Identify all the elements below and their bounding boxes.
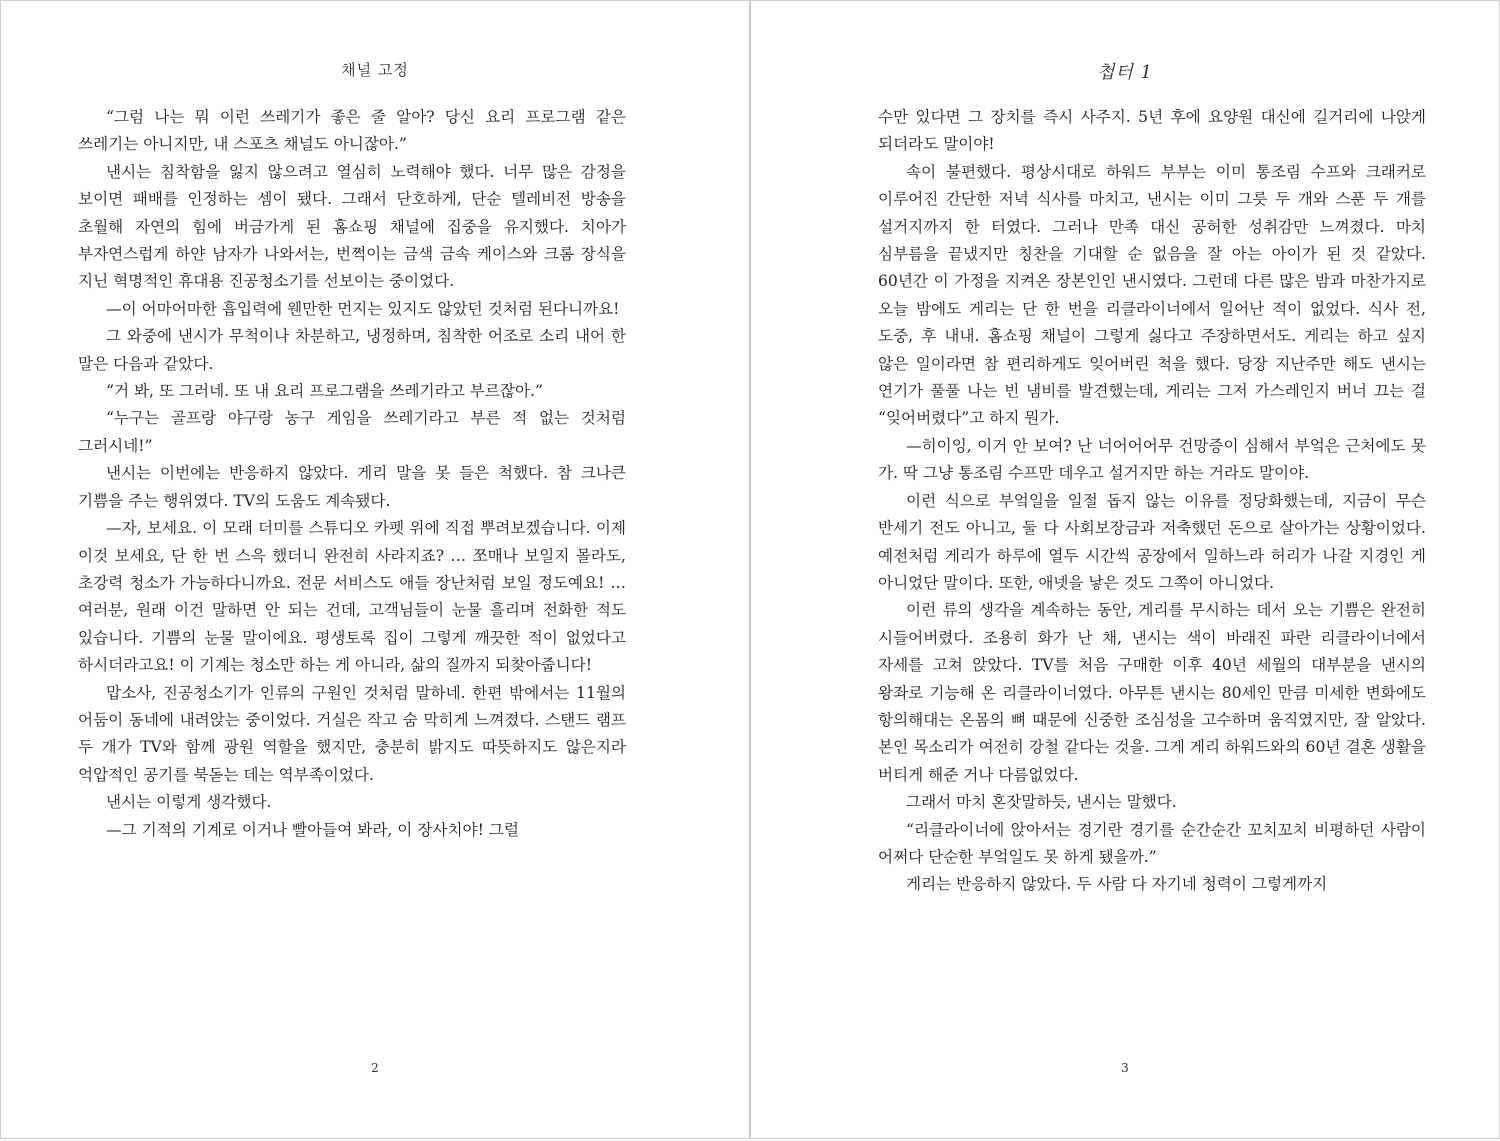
paragraph: 게리는 반응하지 않았다. 두 사람 다 자기네 청력이 그렇게까지 [906, 875, 1328, 894]
left-page [0, 0, 750, 1139]
paragraph: 수만 있다면 그 장치를 즉시 사주지. 5년 후에 요양원 대신에 길거리에 나앉게 되더라도 말이야! [878, 108, 1426, 154]
paragraph: “거 봐, 또 그러네. 또 내 요리 프로그램을 쓰레기라고 부르잖아.” [106, 382, 543, 401]
right-page-text [878, 104, 1426, 899]
running-header-chapter: 첩터 1 [1097, 62, 1153, 83]
paragraph: “그럼 나는 뭐 이런 쓰레기가 좋은 줄 알아? 당신 요리 프로그램 같은 쓰레기는 아니지만, 내 스포츠 채널도 아니잖아.” [78, 108, 626, 154]
paragraph: —그 기적의 기계로 이거나 빨아들여 봐라, 이 장사치야! 그럴 [106, 820, 519, 839]
right-page [750, 0, 1500, 1139]
paragraph: —자, 보세요. 이 모래 더미를 스튜디오 카펫 위에 직접 뿌려보겠습니다. 이제 이것 보세요, 단 한 번 스윽 했더니 완전히 사라지죠? … 쪼매나 보일지 몰라도, 초강력 청소가 가능하다니까요. 전문 서비스도 애들 장난처럼 보일 정도예요! … 여러분, 원래 이건 말하면 안 되는 건데, 고객님들이 눈물 흘리며 전화한 적도 있습니다. 기쁨의 눈물 말이에요. 평생토록 집이 그렇게 깨끗한 적이 없었다고 하시더라고요! 이 기계는 청소만 하는 게 아니라, 삶의 질까지 되찾아줍니다! [78, 519, 626, 675]
paragraph: “누구는 골프랑 야구랑 농구 게임을 쓰레기라고 부른 적 없는 것처럼 그러시네!” [78, 409, 626, 455]
running-header-book-title: 채널 고정 [341, 61, 409, 79]
paragraph: “리클라이너에 앉아서는 경기란 경기를 순간순간 꼬치꼬치 비평하던 사람이 어쩌다 단순한 부엌일도 못 하게 됐을까.” [878, 820, 1427, 866]
page-number: 2 [371, 1061, 379, 1075]
paragraph: —이 어마어마한 흡입력에 웬만한 먼지는 있지도 않았던 것처럼 된다니까요! [106, 299, 620, 318]
paragraph: 이런 식으로 부엌일을 일절 돕지 않는 이유를 정당화했는데, 지금이 무슨 반세기 전도 아니고, 둘 다 사회보장금과 저축했던 돈으로 살아가는 상황이었다. 예전처럼 게리가 하루에 열두 시간씩 공장에서 일하느라 허리가 나갈 지경인 게 아니었단 말이다. 또한, 애넷을 낳은 것도 그쪽이 아니었다. [878, 491, 1426, 592]
paragraph: 그래서 마치 혼잣말하듯, 낸시는 말했다. [906, 793, 1177, 812]
paragraph: 속이 불편했다. 평상시대로 하워드 부부는 이미 통조림 수프와 크래커로 이루어진 간단한 저녁 식사를 마치고, 낸시는 이미 그릇 두 개와 스푼 두 개를 설거지까지 한 터였다. 그러나 만족 대신 공허한 성취감만 느껴졌다. 마치 심부름을 끝냈지만 칭찬을 기대할 순 없음을 잘 아는 아이가 된 것 같았다. 60년간 이 가정을 지켜온 장본인인 낸시였다. 그런데 다른 많은 밤과 마찬가지로 오늘 밤에도 게리는 단 한 번을 리클라이너에서 일어난 적이 없었다. 식사 전, 도중, 후 내내. 홈쇼핑 채널이 그렇게 싫다고 주장하면서도. 게리는 하고 싶지 않은 일이라면 참 편리하게도 잊어버린 척을 했다. 당장 지난주만 해도 낸시는 연기가 풀풀 나는 빈 냄비를 발견했는데, 게리는 그저 가스레인지 버너 끄는 걸 “잊어버렸다”고 하지 뭔가. [878, 162, 1426, 428]
paragraph: 그 와중에 낸시가 무척이나 차분하고, 냉정하며, 침착한 어조로 소리 내어 한 말은 다음과 같았다. [78, 327, 626, 373]
paragraph: 맙소사, 진공청소기가 인류의 구원인 것처럼 말하네. 한편 밖에서는 11월의 어둠이 동네에 내려앉는 중이었다. 거실은 작고 숨 막히게 느껴졌다. 스탠드 램프 두 개가 TV와 함께 광원 역할을 했지만, 충분히 밝지도 따뜻하지도 않은지라 억압적인 공기를 북돋는 데는 역부족이었다. [78, 683, 626, 784]
paragraph: 이런 류의 생각을 계속하는 동안, 게리를 무시하는 데서 오는 기쁨은 완전히 시들어버렸다. 조용히 화가 난 채, 낸시는 색이 바래진 파란 리클라이너에서 자세를 고쳐 앉았다. TV를 처음 구매한 이후 40년 세월의 대부분을 낸시의 왕좌로 기능해 온 리클라이너였다. 아무튼 낸시는 80세인 만큼 미세한 변화에도 항의해대는 온몸의 뼈 때문에 신중한 조심성을 고수하며 움직였지만, 잘 알았다. 본인 목소리가 여전히 강철 같다는 것을. 그게 게리 하워드와의 60년 결혼 생활을 버티게 해준 거나 다름없었다. [878, 601, 1426, 784]
paragraph: —히이잉, 이거 안 보여? 난 너어어어무 건망증이 심해서 부엌은 근처에도 못 가. 딱 그냥 통조림 수프만 데우고 설거지만 하는 거라도 말이야. [878, 436, 1426, 483]
left-page-text [78, 104, 626, 844]
paragraph: 낸시는 침착함을 잃지 않으려고 열심히 노력해야 했다. 너무 많은 감정을 보이면 패배를 인정하는 셈이 됐다. 그래서 단호하게, 단순 텔레비전 방송을 초월해 자연의 힘에 버금가게 된 홈쇼핑 채널에 집중을 유지했다. 치아가 부자연스럽게 하얀 남자가 나와서는, 번쩍이는 금색 금속 케이스와 크롬 장식을 지닌 혁명적인 휴대용 진공청소기를 선보이는 중이었다. [78, 162, 626, 291]
page-number: 3 [1121, 1061, 1129, 1075]
paragraph: 낸시는 이렇게 생각했다. [106, 793, 272, 812]
paragraph: 낸시는 이번에는 반응하지 않았다. 게리 말을 못 들은 척했다. 참 크나큰 기쁨을 주는 행위였다. TV의 도움도 계속됐다. [78, 464, 626, 510]
